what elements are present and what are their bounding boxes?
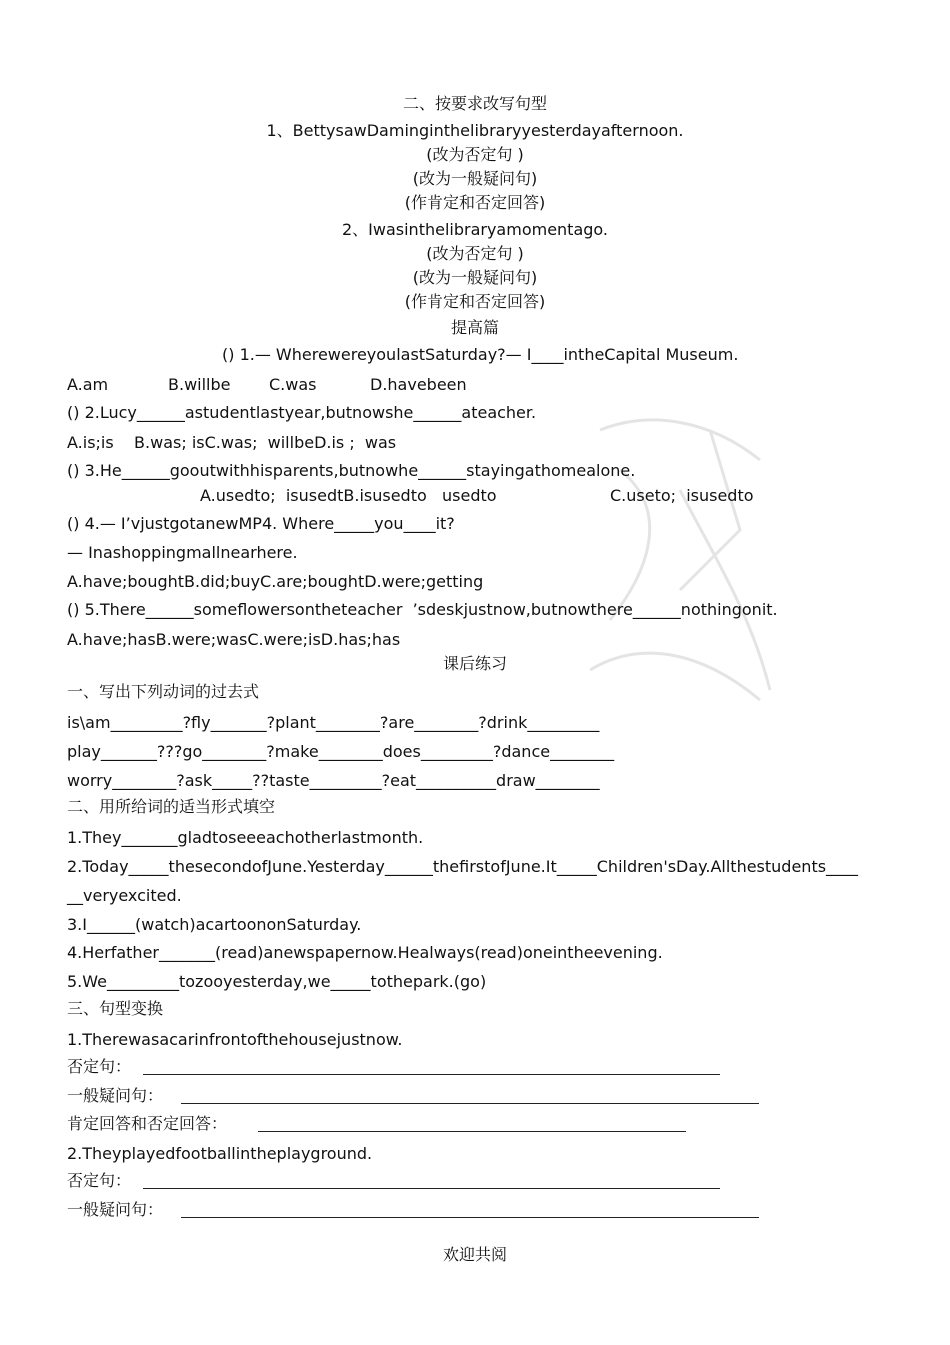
mc-question-5: () 5.There______someflowersontheteacher ’sdeskjustnow,butnowthere______nothingonit. xyxy=(67,600,778,619)
exercise-1-heading: 一、写出下列动词的过去式 xyxy=(67,682,260,701)
question-1-answers-instruction: (作肯定和否定回答) xyxy=(404,193,546,212)
mc-question-3-options-ab: A.usedto; isusedtB.isusedto usedto xyxy=(200,486,497,505)
mc-question-5-options: A.have;hasB.were;wasC.were;isD.has;has xyxy=(67,630,401,649)
mc-question-2: () 2.Lucy______astudentlastyear,butnowshe______ateacher. xyxy=(67,403,537,422)
negative-label-2: 否定句： xyxy=(67,1171,132,1190)
exercise-3-question-1: 1.Therewasacarinfrontofthehousejustnow. xyxy=(67,1030,403,1049)
exercise-2-question-5: 5.We_________tozooyesterday,we_____tothepark.(go) xyxy=(67,972,487,991)
exercise-1-row-3: worry________?ask_____??taste_________?eat__________draw________ xyxy=(67,771,600,790)
exercise-2-question-3: 3.I______(watch)acartoononSaturday. xyxy=(67,915,362,934)
mc-question-1-option-c: C.was xyxy=(269,375,317,394)
question-2-answers-instruction: (作肯定和否定回答) xyxy=(404,292,546,311)
section-heading-advanced: 提高篇 xyxy=(450,318,499,337)
mc-question-1-option-d: D.havebeen xyxy=(370,375,467,394)
section-heading-homework: 课后练习 xyxy=(442,654,507,673)
negative-answer-line-1[interactable] xyxy=(143,1074,720,1075)
mc-question-1: () 1.— WherewereyoulastSaturday?— I____intheCapital Museum. xyxy=(222,345,739,364)
exercise-3-heading: 三、句型变换 xyxy=(67,999,164,1018)
mc-question-3-option-c: C.useto; isusedto xyxy=(610,486,754,505)
question-label-1: 一般疑问句： xyxy=(67,1086,164,1105)
negative-answer-line-2[interactable] xyxy=(143,1188,720,1189)
question-1-question-instruction: (改为一般疑问句) xyxy=(412,169,538,188)
exercise-2-question-2-continued: __veryexcited. xyxy=(67,886,182,905)
question-label-2: 一般疑问句： xyxy=(67,1200,164,1219)
question-2-sentence: 2、Iwasinthelibraryamomentago. xyxy=(341,220,609,239)
exercise-2-question-2: 2.Today_____thesecondofJune.Yesterday______thefirstofJune.It_____Children'sDay.Allthestudents____ xyxy=(67,857,859,876)
exercise-2-question-1: 1.They_______gladtoseeeachotherlastmonth. xyxy=(67,828,424,847)
exercise-1-row-1: is\am_________?fly_______?plant________?are________?drink_________ xyxy=(67,713,600,732)
question-answer-line-2[interactable] xyxy=(181,1217,759,1218)
question-1-sentence: 1、BettysawDaminginthelibraryyesterdayafternoon. xyxy=(266,121,684,140)
mc-question-2-options: A.is;is B.was; isC.was; willbeD.is ; was xyxy=(67,433,397,452)
mc-question-1-option-b: B.willbe xyxy=(168,375,231,394)
mc-question-4: () 4.— I’vjustgotanewMP4. Where_____you____it? xyxy=(67,514,455,533)
page-footer: 欢迎共阅 xyxy=(442,1245,507,1264)
exercise-3-question-2: 2.Theyplayedfootballintheplayground. xyxy=(67,1144,373,1163)
answers-line-1[interactable] xyxy=(258,1131,686,1132)
question-2-negative-instruction: (改为否定句 ) xyxy=(426,244,524,263)
mc-question-4-reply: — Inashoppingmallnearhere. xyxy=(67,543,298,562)
question-2-question-instruction: (改为一般疑问句) xyxy=(412,268,538,287)
exercise-1-row-2: play_______???go________?make________does_________?dance________ xyxy=(67,742,615,761)
mc-question-3: () 3.He______gooutwithhisparents,butnowhe______stayingathomealone. xyxy=(67,461,636,480)
section-heading-rewrite: 二、按要求改写句型 xyxy=(402,94,547,113)
mc-question-4-options: A.have;boughtB.did;buyC.are;boughtD.were;getting xyxy=(67,572,484,591)
answers-label-1: 肯定回答和否定回答： xyxy=(67,1114,228,1133)
question-1-negative-instruction: (改为否定句 ) xyxy=(426,145,524,164)
mc-question-1-option-a: A.am xyxy=(67,375,109,394)
exercise-2-question-4: 4.Herfather_______(read)anewspapernow.Healways(read)oneintheevening. xyxy=(67,943,663,962)
negative-label-1: 否定句： xyxy=(67,1057,132,1076)
exercise-2-heading: 二、用所给词的适当形式填空 xyxy=(67,797,276,816)
question-answer-line-1[interactable] xyxy=(181,1103,759,1104)
